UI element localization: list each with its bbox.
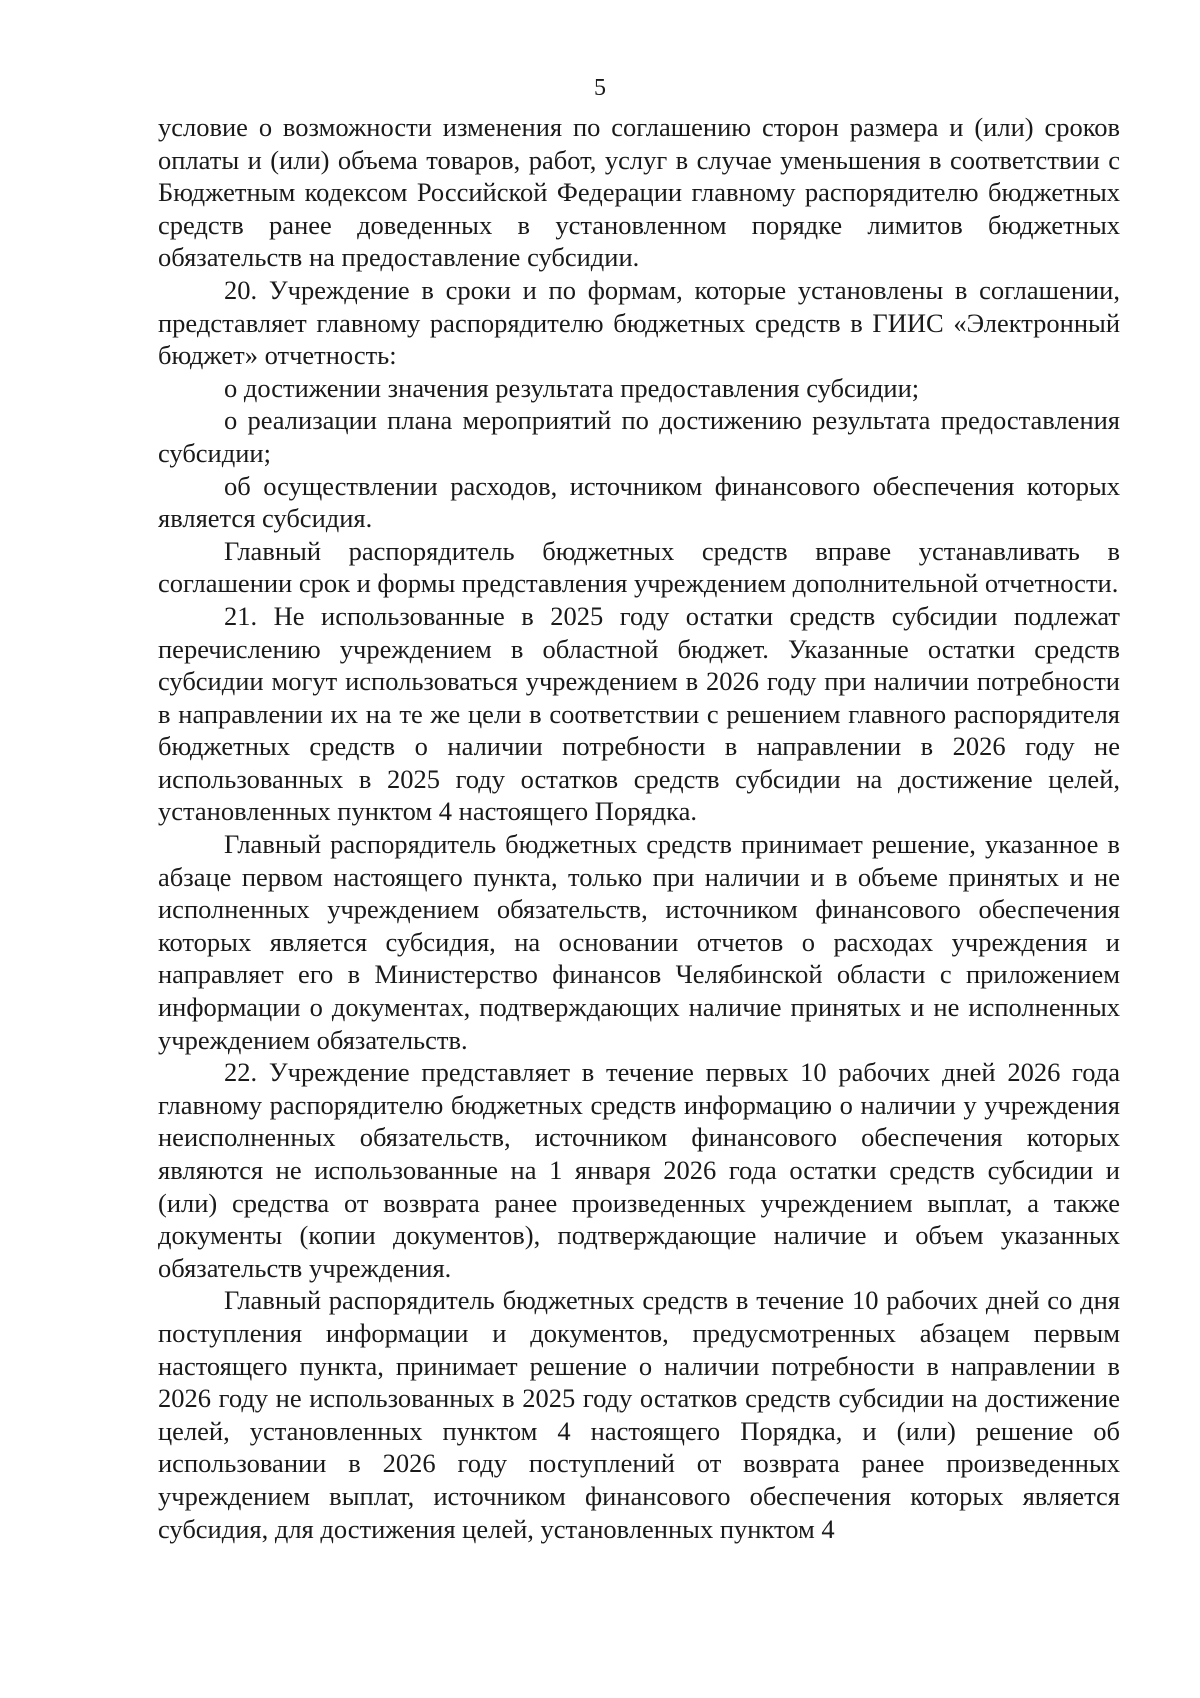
paragraph-item-21: 21. Не использованные в 2025 году остатки средств субсидии подлежат перечислению учреждением в областной бюджет. Указанные остатки средств субсидии могут использоваться учреждением в 2026 году при наличии потребности в направлении их на те же цели в соответствии с решением главного распорядителя бюджетных средств о наличии потребности в направлении в 2026 году не использованных в 2025 году остатков средств субсидии на достижение целей, установленных пунктом 4 настоящего Порядка. bbox=[158, 600, 1120, 827]
document-body bbox=[158, 111, 1120, 1545]
paragraph-report-expenses: об осуществлении расходов, источником финансового обеспечения которых является субсидия. bbox=[158, 470, 1120, 534]
paragraph-report-plan: о реализации плана мероприятий по достижению результата предоставления субсидии; bbox=[158, 405, 1120, 468]
paragraph-item-22: 22. Учреждение представляет в течение первых 10 рабочих дней 2026 года главному распорядителю бюджетных средств информацию о наличии у учреждения неисполненных обязательств, источником финансового обеспечения которых являются не использованные на 1 января 2026 года остатки средств субсидии и (или) средства от возврата ранее произведенных учреждением выплат, а также документы (копии документов), подтверждающие наличие и объем указанных обязательств учреждения. bbox=[158, 1057, 1120, 1283]
paragraph-item-21-decision: Главный распорядитель бюджетных средств принимает решение, указанное в абзаце первом настоящего пункта, только при наличии и в объеме принятых и не исполненных учреждением обязательств, источником финансового обеспечения которых является субсидия, на основании отчетов о расходах учреждения и направляет его в Министерство финансов Челябинской области с приложением информации о документах, подтверждающих наличие принятых и не исполненных учреждением обязательств. bbox=[158, 829, 1120, 1055]
page-number: 5 bbox=[594, 75, 606, 101]
paragraph-item-20: 20. Учреждение в сроки и по формам, которые установлены в соглашении, представляет главному распорядителю бюджетных средств в ГИИС «Электронный бюджет» отчетность: bbox=[158, 274, 1120, 371]
paragraph-item-22-decision: Главный распорядитель бюджетных средств в течение 10 рабочих дней со дня поступления информации и документов, предусмотренных абзацем первым настоящего пункта, принимает решение о наличии потребности в направлении в 2026 году не использованных в 2025 году остатков средств субсидии на достижение целей, установленных пунктом 4 настоящего Порядка, и (или) решение об использовании в 2026 году поступлений от возврата ранее произведенных учреждением выплат, источником финансового обеспечения которых является субсидия, для достижения целей, установленных пунктом 4 bbox=[158, 1285, 1120, 1544]
paragraph-report-result: о достижении значения результата предоставления субсидии; bbox=[224, 372, 920, 403]
paragraph-subsidy-condition: условие о возможности изменения по соглашению сторон размера и (или) сроков оплаты и (или) объема товаров, работ, услуг в случае уменьшения в соответствии с Бюджетным кодексом Российской Федерации главному распорядителю бюджетных средств ранее доведенных в установленном порядке лимитов бюджетных обязательств на предоставление субсидии. bbox=[158, 112, 1120, 273]
paragraph-additional-reporting: Главный распорядитель бюджетных средств вправе устанавливать в соглашении срок и формы представления учреждением дополнительной отчетности. bbox=[158, 535, 1120, 599]
